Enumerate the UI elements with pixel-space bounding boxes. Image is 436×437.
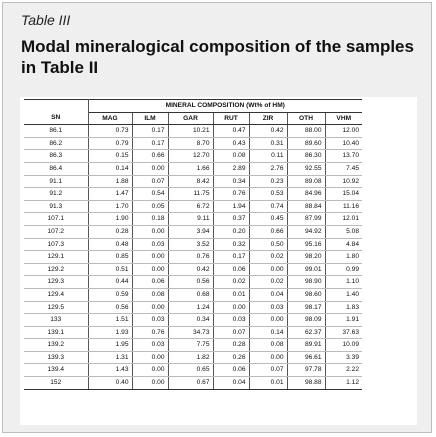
value-cell-ilm: 0.03 (132, 339, 168, 352)
value-cell-rut: 0.03 (213, 314, 249, 327)
value-cell-mag: 1.47 (88, 188, 132, 201)
column-header-zir: ZIR (249, 112, 287, 125)
table-panel (2, 2, 432, 433)
sample-number-cell: 129.1 (24, 251, 88, 264)
value-cell-zir: 0.02 (249, 251, 287, 264)
value-cell-zir: 0.42 (249, 125, 287, 138)
value-cell-ilm: 0.17 (132, 137, 168, 150)
value-cell-mag: 0.85 (88, 251, 132, 264)
value-cell-rut: 0.04 (213, 377, 249, 390)
value-cell-mag: 0.56 (88, 301, 132, 314)
value-cell-zir: 0.00 (249, 314, 287, 327)
value-cell-ilm: 0.03 (132, 314, 168, 327)
value-cell-ilm: 0.00 (132, 351, 168, 364)
value-cell-oth: 88.00 (287, 125, 325, 138)
value-cell-vhm: 37.63 (325, 326, 362, 339)
value-cell-rut: 0.28 (213, 339, 249, 352)
value-cell-mag: 1.31 (88, 351, 132, 364)
value-cell-vhm: 7.45 (325, 162, 362, 175)
table-row (24, 150, 362, 163)
value-cell-ilm: 0.07 (132, 175, 168, 188)
value-cell-oth: 99.01 (287, 263, 325, 276)
sample-number-cell: 139.4 (24, 364, 88, 377)
table-row (24, 364, 362, 377)
sample-number-cell: 86.1 (24, 125, 88, 138)
value-cell-gar: 8.70 (168, 137, 213, 150)
value-cell-gar: 1.82 (168, 351, 213, 364)
value-cell-gar: 0.67 (168, 377, 213, 390)
value-cell-mag: 1.88 (88, 175, 132, 188)
value-cell-oth: 89.60 (287, 137, 325, 150)
sample-number-cell: 129.4 (24, 288, 88, 301)
value-cell-zir: 0.45 (249, 213, 287, 226)
value-cell-vhm: 1.12 (325, 377, 362, 390)
value-cell-zir: 0.08 (249, 339, 287, 352)
table-row (24, 251, 362, 264)
group-header-row (24, 100, 362, 113)
table-row (24, 137, 362, 150)
value-cell-zir: 0.00 (249, 263, 287, 276)
value-cell-oth: 96.61 (287, 351, 325, 364)
sample-number-cell: 86.3 (24, 150, 88, 163)
value-cell-gar: 6.72 (168, 200, 213, 213)
value-cell-rut: 2.89 (213, 162, 249, 175)
sample-number-cell: 139.3 (24, 351, 88, 364)
sample-number-cell: 139.2 (24, 339, 88, 352)
value-cell-vhm: 11.16 (325, 200, 362, 213)
sample-number-cell: 86.2 (24, 137, 88, 150)
value-cell-gar: 34.73 (168, 326, 213, 339)
value-cell-mag: 0.73 (88, 125, 132, 138)
value-cell-gar: 9.11 (168, 213, 213, 226)
value-cell-vhm: 1.83 (325, 301, 362, 314)
value-cell-oth: 98.09 (287, 314, 325, 327)
value-cell-rut: 0.20 (213, 225, 249, 238)
value-cell-vhm: 4.84 (325, 238, 362, 251)
value-cell-rut: 0.32 (213, 238, 249, 251)
value-cell-rut: 0.08 (213, 150, 249, 163)
table-row (24, 301, 362, 314)
value-cell-vhm: 1.40 (325, 288, 362, 301)
sample-number-cell: 129.3 (24, 276, 88, 289)
value-cell-zir: 0.00 (249, 351, 287, 364)
value-cell-zir: 0.50 (249, 238, 287, 251)
value-cell-zir: 0.23 (249, 175, 287, 188)
sample-number-cell: 91.2 (24, 188, 88, 201)
value-cell-zir: 0.31 (249, 137, 287, 150)
column-header-row (24, 112, 362, 125)
value-cell-mag: 0.28 (88, 225, 132, 238)
value-cell-vhm: 0.99 (325, 263, 362, 276)
value-cell-oth: 62.37 (287, 326, 325, 339)
value-cell-mag: 1.70 (88, 200, 132, 213)
sample-number-cell: 91.3 (24, 200, 88, 213)
table-row (24, 125, 362, 138)
value-cell-ilm: 0.08 (132, 288, 168, 301)
value-cell-mag: 0.79 (88, 137, 132, 150)
value-cell-oth: 98.90 (287, 276, 325, 289)
value-cell-vhm: 15.04 (325, 188, 362, 201)
value-cell-oth: 89.91 (287, 339, 325, 352)
value-cell-ilm: 0.66 (132, 150, 168, 163)
value-cell-rut: 0.43 (213, 137, 249, 150)
value-cell-oth: 89.08 (287, 175, 325, 188)
value-cell-ilm: 0.06 (132, 276, 168, 289)
value-cell-mag: 0.14 (88, 162, 132, 175)
value-cell-ilm: 0.00 (132, 162, 168, 175)
sample-number-cell: 107.3 (24, 238, 88, 251)
value-cell-gar: 0.56 (168, 276, 213, 289)
column-header-ilm: ILM (132, 112, 168, 125)
value-cell-gar: 0.76 (168, 251, 213, 264)
value-cell-gar: 0.68 (168, 288, 213, 301)
value-cell-oth: 87.99 (287, 213, 325, 226)
value-cell-oth: 98.17 (287, 301, 325, 314)
value-cell-zir: 0.02 (249, 276, 287, 289)
table-row (24, 225, 362, 238)
value-cell-gar: 1.24 (168, 301, 213, 314)
sample-number-cell: 152 (24, 377, 88, 390)
table-row (24, 339, 362, 352)
value-cell-rut: 0.17 (213, 251, 249, 264)
table-row (24, 351, 362, 364)
value-cell-vhm: 5.08 (325, 225, 362, 238)
sample-number-cell: 129.5 (24, 301, 88, 314)
value-cell-zir: 0.03 (249, 301, 287, 314)
column-header-gar: GAR (168, 112, 213, 125)
sample-number-cell: 86.4 (24, 162, 88, 175)
value-cell-zir: 0.01 (249, 377, 287, 390)
value-cell-vhm: 1.10 (325, 276, 362, 289)
value-cell-vhm: 10.92 (325, 175, 362, 188)
value-cell-vhm: 10.40 (325, 137, 362, 150)
table-row (24, 162, 362, 175)
value-cell-mag: 0.40 (88, 377, 132, 390)
value-cell-gar: 3.52 (168, 238, 213, 251)
value-cell-vhm: 12.00 (325, 125, 362, 138)
value-cell-ilm: 0.00 (132, 301, 168, 314)
value-cell-oth: 98.20 (287, 251, 325, 264)
value-cell-gar: 3.94 (168, 225, 213, 238)
table-row (24, 213, 362, 226)
value-cell-rut: 0.37 (213, 213, 249, 226)
value-cell-rut: 0.01 (213, 288, 249, 301)
value-cell-ilm: 0.00 (132, 263, 168, 276)
value-cell-rut: 0.06 (213, 263, 249, 276)
value-cell-ilm: 0.05 (132, 200, 168, 213)
value-cell-ilm: 0.00 (132, 364, 168, 377)
value-cell-rut: 0.07 (213, 326, 249, 339)
value-cell-rut: 0.06 (213, 364, 249, 377)
value-cell-mag: 0.51 (88, 263, 132, 276)
value-cell-oth: 86.30 (287, 150, 325, 163)
sn-header-spacer (24, 100, 88, 113)
table-label: Table III (21, 12, 71, 28)
table-row (24, 238, 362, 251)
value-cell-rut: 0.00 (213, 301, 249, 314)
value-cell-rut: 0.26 (213, 351, 249, 364)
value-cell-ilm: 0.00 (132, 251, 168, 264)
table-row (24, 326, 362, 339)
value-cell-mag: 1.95 (88, 339, 132, 352)
value-cell-gar: 11.75 (168, 188, 213, 201)
value-cell-rut: 1.94 (213, 200, 249, 213)
table-row (24, 263, 362, 276)
value-cell-vhm: 10.09 (325, 339, 362, 352)
sample-number-cell: 107.1 (24, 213, 88, 226)
column-header-rut: RUT (213, 112, 249, 125)
table-container (20, 97, 417, 425)
value-cell-oth: 84.96 (287, 188, 325, 201)
value-cell-gar: 1.66 (168, 162, 213, 175)
value-cell-zir: 0.04 (249, 288, 287, 301)
table-body (24, 125, 362, 389)
value-cell-zir: 0.11 (249, 150, 287, 163)
table-row (24, 377, 362, 390)
value-cell-mag: 0.44 (88, 276, 132, 289)
table-row (24, 200, 362, 213)
value-cell-oth: 92.55 (287, 162, 325, 175)
value-cell-mag: 0.15 (88, 150, 132, 163)
column-header-mag: MAG (88, 112, 132, 125)
value-cell-oth: 88.84 (287, 200, 325, 213)
table-row (24, 188, 362, 201)
value-cell-zir: 0.74 (249, 200, 287, 213)
table-row (24, 288, 362, 301)
value-cell-rut: 0.47 (213, 125, 249, 138)
sample-number-cell: 129.2 (24, 263, 88, 276)
sample-number-cell: 133 (24, 314, 88, 327)
value-cell-ilm: 0.54 (132, 188, 168, 201)
value-cell-vhm: 13.70 (325, 150, 362, 163)
value-cell-oth: 97.78 (287, 364, 325, 377)
table-row (24, 276, 362, 289)
value-cell-oth: 98.88 (287, 377, 325, 390)
value-cell-rut: 0.76 (213, 188, 249, 201)
value-cell-ilm: 0.00 (132, 225, 168, 238)
sample-number-cell: 107.2 (24, 225, 88, 238)
mineral-composition-table (24, 99, 362, 390)
value-cell-gar: 12.70 (168, 150, 213, 163)
value-cell-vhm: 12.01 (325, 213, 362, 226)
column-header-sn: SN (24, 112, 88, 125)
value-cell-zir: 2.76 (249, 162, 287, 175)
value-cell-rut: 0.02 (213, 276, 249, 289)
value-cell-zir: 0.66 (249, 225, 287, 238)
value-cell-ilm: 0.17 (132, 125, 168, 138)
table-row (24, 175, 362, 188)
value-cell-gar: 7.75 (168, 339, 213, 352)
value-cell-mag: 0.59 (88, 288, 132, 301)
value-cell-mag: 1.90 (88, 213, 132, 226)
table-title: Modal mineralogical composition of the samples in Table II (21, 37, 414, 77)
sample-number-cell: 91.1 (24, 175, 88, 188)
value-cell-gar: 0.65 (168, 364, 213, 377)
value-cell-ilm: 0.00 (132, 377, 168, 390)
value-cell-ilm: 0.76 (132, 326, 168, 339)
value-cell-ilm: 0.18 (132, 213, 168, 226)
value-cell-mag: 0.48 (88, 238, 132, 251)
value-cell-zir: 0.07 (249, 364, 287, 377)
value-cell-zir: 0.53 (249, 188, 287, 201)
value-cell-gar: 0.42 (168, 263, 213, 276)
value-cell-gar: 8.42 (168, 175, 213, 188)
column-header-vhm: VHM (325, 112, 362, 125)
value-cell-ilm: 0.03 (132, 238, 168, 251)
column-header-oth: OTH (287, 112, 325, 125)
sample-number-cell: 139.1 (24, 326, 88, 339)
table-row (24, 314, 362, 327)
value-cell-zir: 0.14 (249, 326, 287, 339)
value-cell-oth: 94.92 (287, 225, 325, 238)
value-cell-vhm: 1.91 (325, 314, 362, 327)
value-cell-mag: 1.43 (88, 364, 132, 377)
value-cell-gar: 0.34 (168, 314, 213, 327)
value-cell-mag: 1.93 (88, 326, 132, 339)
value-cell-oth: 98.60 (287, 288, 325, 301)
value-cell-oth: 95.16 (287, 238, 325, 251)
value-cell-vhm: 3.39 (325, 351, 362, 364)
value-cell-rut: 0.34 (213, 175, 249, 188)
value-cell-vhm: 1.80 (325, 251, 362, 264)
value-cell-mag: 1.51 (88, 314, 132, 327)
value-cell-gar: 10.21 (168, 125, 213, 138)
value-cell-vhm: 2.22 (325, 364, 362, 377)
group-header: MINERAL COMPOSITION (Wt% of HM) (88, 100, 362, 113)
